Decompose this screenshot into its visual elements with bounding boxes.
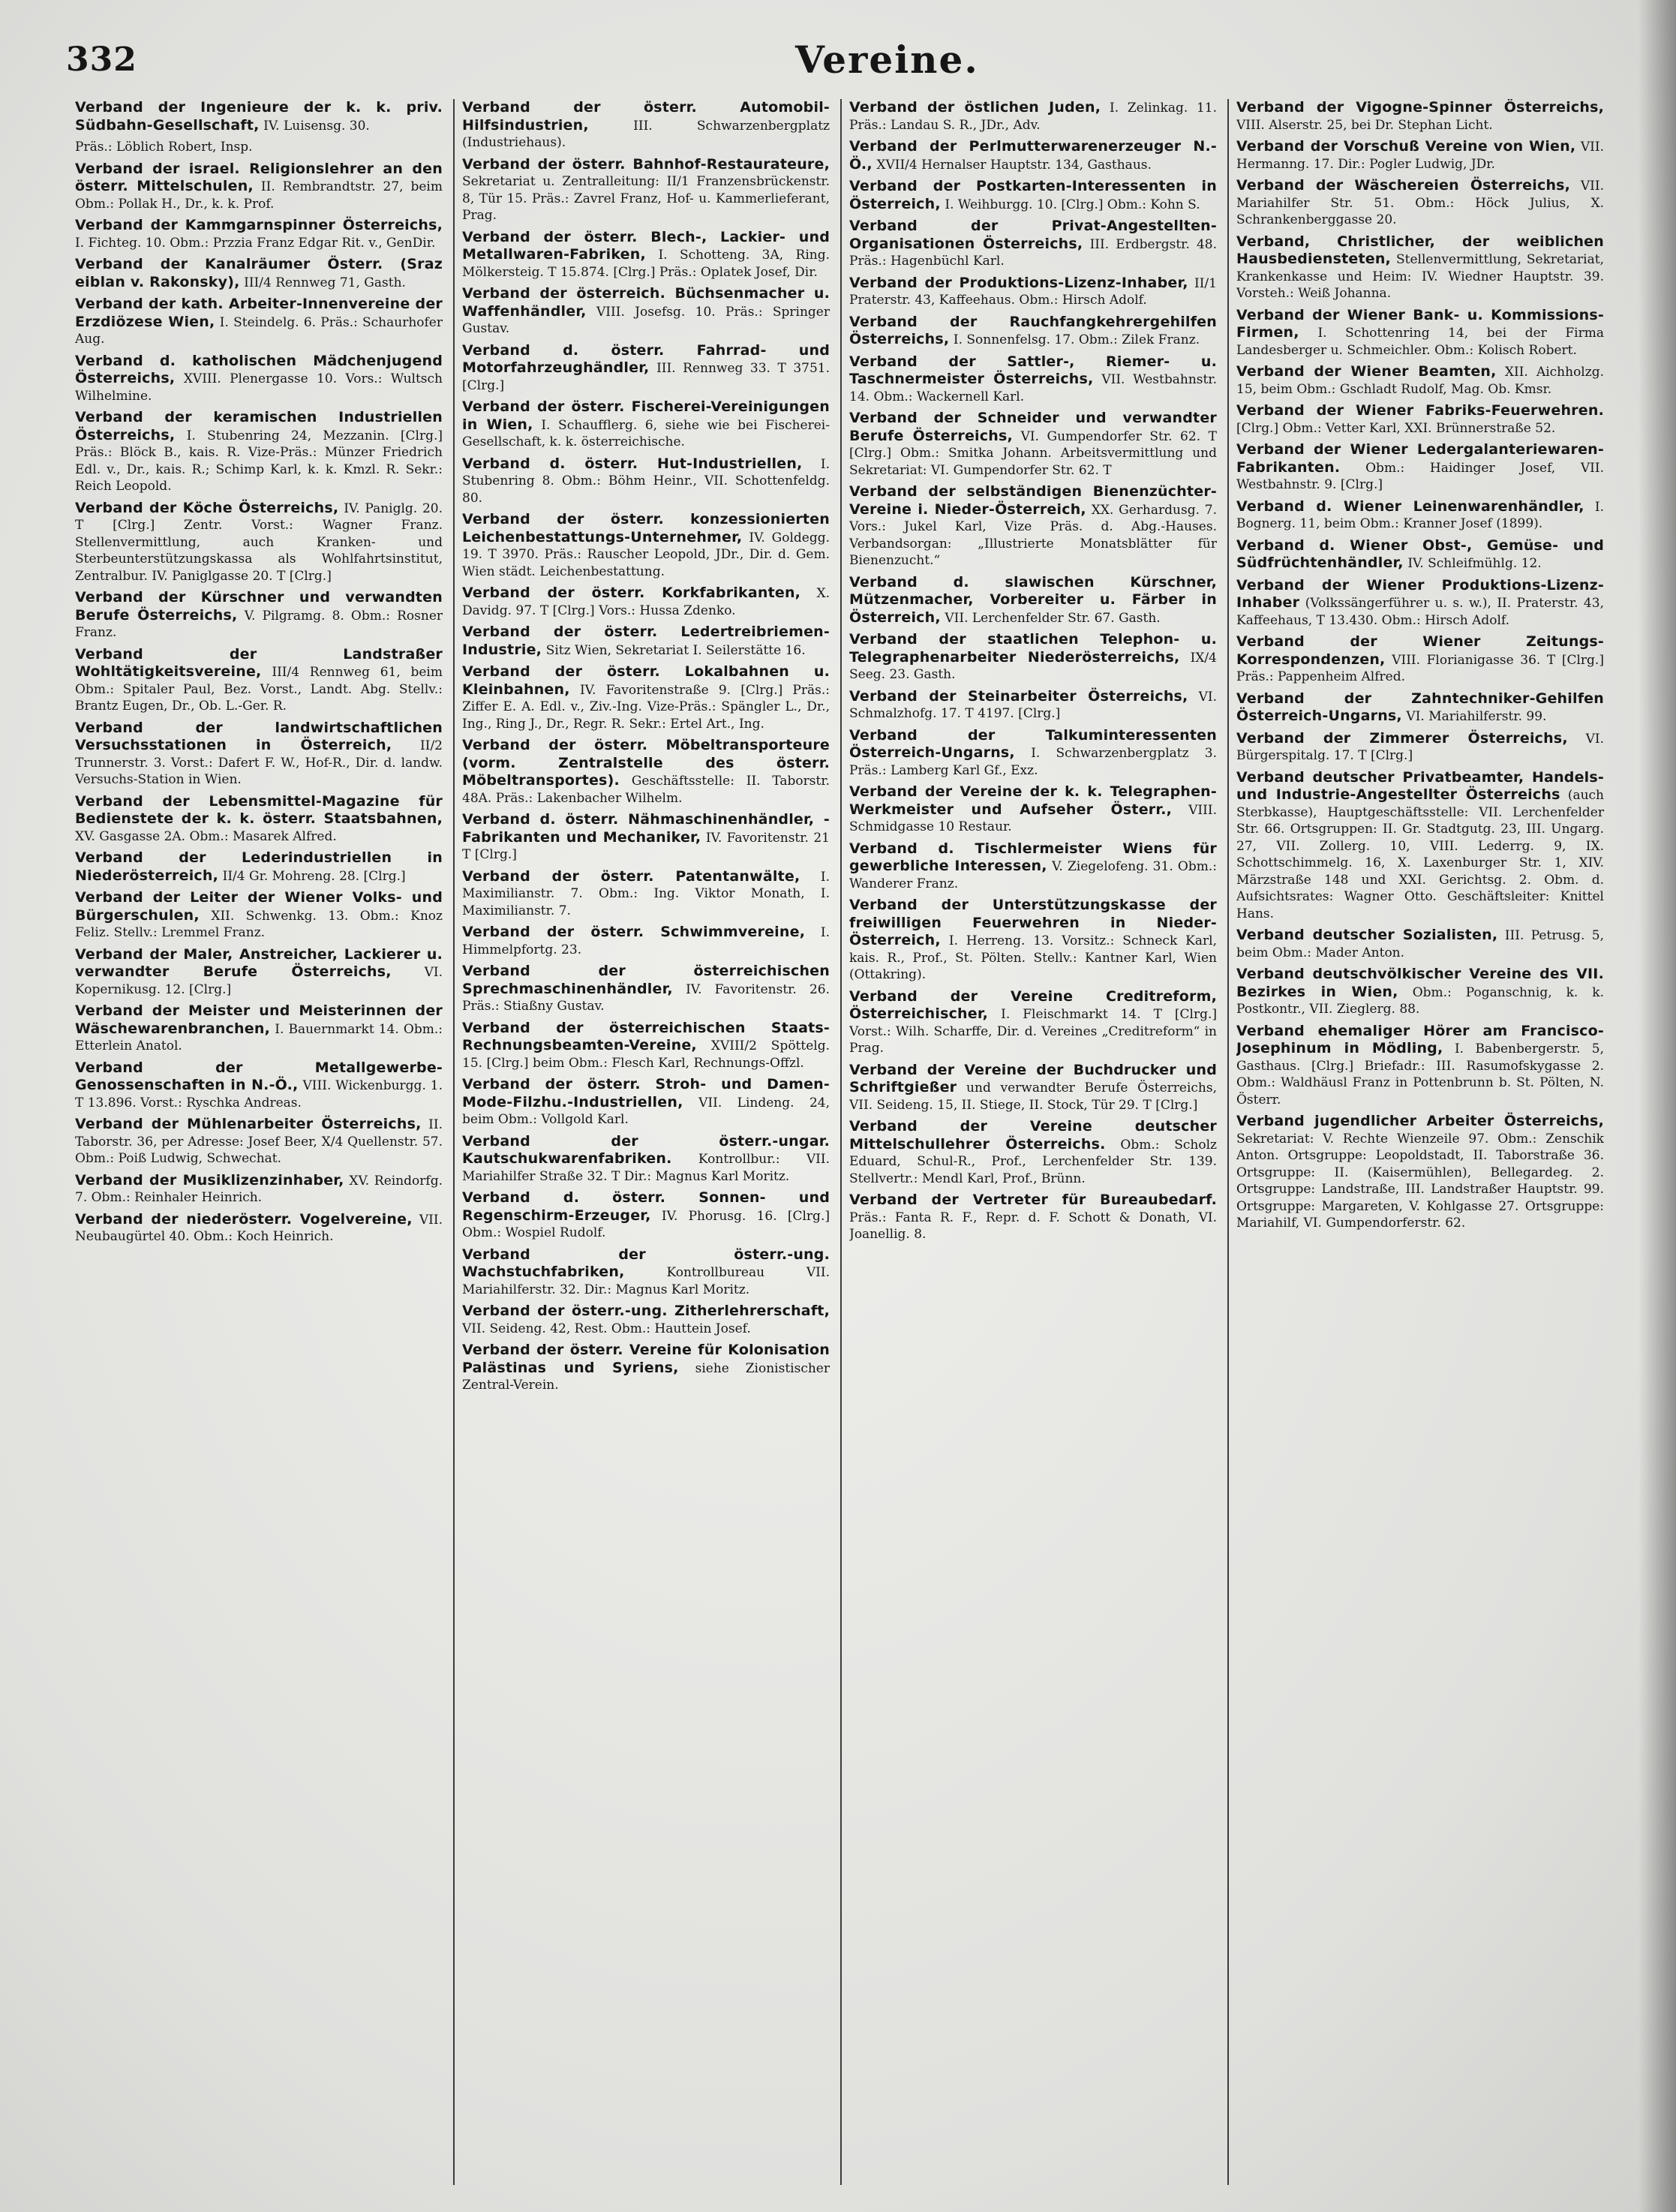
directory-entry [1236, 1023, 1604, 1109]
entry-details: Präs.: Fanta R. F., Repr. d. F. Schott & Donath, VI. Joanellig. 8. [849, 1210, 1217, 1242]
entry-details: VII. Westbahnstr. 14. Obm.: Wackernell Karl. [849, 372, 1217, 404]
entry-details: VI. Bürgerspitalg. 17. T [Clrg.] [1236, 731, 1604, 763]
entry-details: Präs.: Löblich Robert, Insp. [75, 140, 253, 155]
directory-entry [462, 1133, 830, 1186]
entry-details: II. Rembrandtstr. 27, beim Obm.: Pollak H., Dr., k. k. Prof. [75, 179, 443, 212]
entry-name: Verband der Wiener Beamten, [1236, 363, 1497, 380]
directory-entry [849, 138, 1217, 173]
entry-details: Obm.: Haidinger Josef, VII. Westbahnstr. 9. [Clrg.] [1236, 460, 1604, 492]
entry-details: I. Bauernmarkt 14. Obm.: Etterlein Anatol. [75, 1021, 443, 1053]
directory-entry [75, 1211, 443, 1246]
entry-name: Verband der Kanalräumer Österr. (Sraz eiblan v. Rakonsky), [75, 256, 443, 290]
entry-name: Verband d. österr. Fahrrad- und Motorfahrzeughändler, [462, 341, 830, 376]
entry-name: Verband deutscher Privatbeamter, Handels- und Industrie-Angestellter Österreichs [1236, 768, 1604, 803]
entry-details: XVII/4 Hernalser Hauptstr. 134, Gasthaus. [876, 157, 1152, 173]
entry-name: Verband der Köche Österreichs, [75, 499, 339, 516]
entry-name: Verband der österr.-ungar. Kautschukwarenfabriken. [462, 1132, 830, 1167]
entry-details: (Volkssängerführer u. s. w.), II. Praterstr. 43, Kaffeehaus, T 13.430. Obm.: Hirsch Adolf. [1236, 596, 1604, 628]
directory-entry [1236, 138, 1604, 173]
directory-entry [849, 314, 1217, 349]
entry-details: IV. Favoritenstr. 26. Präs.: Stiaßny Gustav. [462, 981, 830, 1014]
directory-entry [1236, 769, 1604, 923]
entry-name: Verband der Wiener Bank- u. Kommissions-Firmen, [1236, 306, 1604, 341]
directory-entry [462, 455, 830, 507]
entry-details: I. Maximilianstr. 7. Obm.: Ing. Viktor Monath, I. Maximilianstr. 7. [462, 869, 830, 918]
directory-entry [849, 897, 1217, 984]
entry-name: Verband der österr. Blech-, Lackier- und Metallwaren-Fabriken, [462, 228, 830, 263]
entry-details: IV. Paniglg. 20. T [Clrg.] Zentr. Vorst.: Wagner Franz. Stellenvermittlung, auch Kranken- und Sterbeunterstützungskassa als Wohlfahrtsinstitut, Zentralbur. IV. Paniglgasse 20. T [Clrg.] [75, 500, 443, 584]
entry-name: Verband der kath. Arbeiter-Innenvereine der Erzdiözese Wien, [75, 296, 443, 330]
entry-details: V. Ziegelofeng. 31. Obm.: Wanderer Franz. [849, 859, 1217, 891]
entry-details: I. Zelinkag. 11. Präs.: Landau S. R., JDr., Adv. [849, 101, 1217, 133]
entry-details: VII. Neubaugürtel 40. Obm.: Koch Heinrich. [75, 1212, 443, 1244]
entry-name: Verband deutscher Sozialisten, [1236, 927, 1498, 943]
entry-name: Verband der österr. Korkfabrikanten, [462, 585, 801, 601]
entry-name: Verband der Perlmutterwarenerzeuger N.-Ö., [849, 138, 1217, 173]
entry-name: Verband der Talkuminteressenten Österreich-Ungarns, [849, 726, 1217, 761]
directory-entry [849, 783, 1217, 836]
entry-details: Kontrollbur.: VII. Mariahilfer Straße 32. T Dir.: Magnus Karl Moritz. [462, 1152, 830, 1184]
directory-entry [1236, 441, 1604, 494]
directory-entry [75, 353, 443, 405]
entry-details: III. Rennweg 33. T 3751. [Clrg.] [462, 361, 830, 393]
entry-name: Verband der staatlichen Telephon- u. Telegraphenarbeiter Niederösterreichs, [849, 631, 1217, 666]
column-3 [849, 99, 1217, 2192]
directory-entry [75, 161, 443, 213]
directory-entry [849, 275, 1217, 309]
entry-name: Verband der Leiter der Wiener Volks- und Bürgerschulen, [75, 889, 443, 924]
entry-name: Verband der israel. Religionslehrer an den österr. Mittelschulen, [75, 160, 443, 194]
entry-details: III/4 Rennweg 71, Gasth. [244, 275, 406, 290]
entry-details: III. Schwarzenbergplatz (Industriehaus). [462, 118, 830, 150]
directory-entry [1236, 537, 1604, 573]
directory-entry [1236, 233, 1604, 302]
entry-details: Sekretariat u. Zentralleitung: II/1 Franzensbrückenstr. 8, Tür 15. Präs.: Zavrel Franz, Hof- u. Kammerlieferant, Prag. [462, 174, 830, 223]
entry-name: Verband der Maler, Anstreicher, Lackierer u. verwandter Berufe Österreichs, [75, 945, 443, 980]
directory-entry [75, 1059, 443, 1112]
directory-entry [849, 178, 1217, 213]
entry-details: III. Petrusg. 5, beim Obm.: Mader Anton. [1236, 928, 1604, 960]
entry-name: Verband jugendlicher Arbeiter Österreichs, [1236, 1113, 1604, 1129]
entry-details: VI. Gumpendorfer Str. 62. T [Clrg.] Obm.: Smitka Johann. Arbeitsvermittlung und Sekretariat: VI. Gumpendorfer Str. 62. T [849, 428, 1217, 478]
page-header [0, 30, 1676, 90]
entry-name: Verband der selbständigen Bienenzüchter-Vereine i. Nieder-Österreich, [849, 483, 1217, 518]
directory-entry [462, 99, 830, 152]
entry-name: Verband ehemaliger Hörer am Francisco-Josephinum in Mödling, [1236, 1022, 1604, 1056]
directory-entry [462, 924, 830, 958]
entry-details: IV. Phorusg. 16. [Clrg.] Obm.: Wospiel Rudolf. [462, 1208, 830, 1240]
entry-name: Verband der österr. Möbeltransporteure (vorm. Zentralstelle des österr. Möbeltransportes). [462, 737, 830, 789]
directory-entry [1236, 577, 1604, 630]
entry-name: Verband d. österr. Nähmaschinenhändler, -Fabrikanten und Mechaniker, [462, 811, 830, 846]
entry-details: III/4 Rennweg 61, beim Obm.: Spitaler Paul, Bez. Vorst., Landt. Abg. Stellv.: Brantz Eugen, Dr., Ob. L.-Ger. R. [75, 665, 443, 714]
entry-details: IV. Luisensg. 30. [263, 118, 370, 134]
directory-entry [849, 410, 1217, 479]
entry-name: Verband der Vertreter für Bureaubedarf. [849, 1192, 1217, 1208]
entry-name: Verband d. Wiener Leinenwarenhändler, [1236, 497, 1584, 515]
directory-entry [849, 727, 1217, 780]
directory-entry [849, 688, 1217, 723]
entry-name: Verband der Sattler-, Riemer- u. Taschnermeister Österreichs, [849, 353, 1217, 387]
directory-entry [75, 500, 443, 585]
entry-name: Verband der Zahntechniker-Gehilfen Österreich-Ungarns, [1236, 690, 1604, 724]
entry-name: Verband der Mühlenarbeiter Österreichs, [75, 1116, 422, 1132]
directory-entry [75, 256, 443, 291]
entry-name: Verband der Wiener Fabriks-Feuerwehren. [1236, 402, 1604, 419]
entry-details: I. Babenbergerstr. 5, Gasthaus. [Clrg.] Briefadr.: III. Rasumofskygasse 2. Obm.: Waldhäusl Franz in Pottenbrunn b. St. Pölten, N. Österr. [1236, 1041, 1604, 1108]
entry-details: VII. Mariahilfer Str. 51. Obm.: Höck Julius, X. Schrankenberggasse 20. [1236, 179, 1604, 227]
entry-name: Verband der landwirtschaftlichen Versuchsstationen in Österreich, [75, 719, 443, 753]
entry-details: VI. Kopernikusg. 12. [Clrg.] [75, 965, 443, 997]
directory-entry [849, 1192, 1217, 1243]
entry-details: I. Steindelg. 6. Präs.: Schaurhofer Aug. [75, 314, 443, 347]
entry-name: Verband der Unterstützungskasse der freiwilligen Feuerwehren in Nieder-Österreich, [849, 897, 1217, 948]
entry-name: Verband d. österr. Hut-Industriellen, [462, 455, 803, 472]
column-rule [1227, 99, 1229, 2185]
entry-name: Verband der Ingenieure der k. k. priv. Südbahn-Gesellschaft, [75, 99, 443, 134]
entry-name: Verband der Metallgewerbe-Genossenschaften in N.-Ö., [75, 1059, 443, 1093]
directory-entry [75, 99, 443, 134]
entry-name: Verband d. Tischlermeister Wiens für gewerbliche Interessen, [849, 840, 1217, 874]
entry-name: Verband der keramischen Industriellen Österreichs, [75, 409, 443, 443]
directory-entry [462, 663, 830, 732]
entry-name: Verband der österr. Automobil-Hilfsindustrien, [462, 99, 830, 134]
entry-details: Geschäftsstelle: II. Taborstr. 48A. Präs.: Lakenbacher Wilhelm. [462, 774, 830, 806]
entry-name: Verband der österr. Lokalbahnen u. Kleinbahnen, [462, 663, 830, 698]
entry-details: (auch Sterbkasse), Hauptgeschäftsstelle: VII. Lerchenfelder Str. 66. Ortsgruppen: II. Gr. Stadtgutg. 23, III. Ungarg. 27, VII. Zollerg. 10, VIII. Lederrg. 9, IX. Schottschimmelg. 16, X. Laxenburger Str. 1, XIV. Märzstraße 148 und XXI. Gerichtsg. 2. Obm. d. Aufsichtsrates: Wagner Otto. Geschäftsleiter: Knittel Hans. [1236, 788, 1604, 921]
directory-entry [1236, 498, 1604, 533]
column-2 [462, 99, 830, 2192]
directory-entry [849, 218, 1217, 270]
directory-entry [849, 988, 1217, 1057]
entry-name: Verband der Privat-Angestellten-Organisationen Österreichs, [849, 218, 1217, 252]
directory-entry [75, 646, 443, 715]
entry-details: VIII. Wickenburgg. 1. T 13.896. Vorst.: Ryschka Andreas. [75, 1078, 443, 1111]
entry-name: Verband der Wiener Ledergalanteriewaren-Fabrikanten. [1236, 441, 1604, 476]
directory-entry [75, 1172, 443, 1207]
entry-details: V. Pilgramg. 8. Obm.: Rosner Franz. [75, 608, 443, 640]
directory-entry [75, 849, 443, 885]
entry-details: VIII. Schmidgasse 10 Restaur. [849, 802, 1217, 834]
directory-entry [1236, 1113, 1604, 1232]
directory-entry [462, 811, 830, 864]
entry-details: I. Fleischmarkt 14. T [Clrg.] Vorst.: Wilh. Scharffe, Dir. d. Vereines „Creditreform“ in Prag. [849, 1007, 1217, 1056]
entry-name: Verband der Schneider und verwandter Berufe Österreichs, [849, 410, 1217, 444]
entry-name: Verband d. Wiener Obst-, Gemüse- und Südfrüchtenhändler, [1236, 536, 1604, 571]
directory-entry [75, 720, 443, 789]
directory-entry [849, 574, 1217, 627]
entry-name: Verband der östlichen Juden, [849, 99, 1101, 116]
entry-details: Sekretariat: V. Rechte Wienzeile 97. Obm.: Zenschik Anton. Ortsgruppe: Leopoldstadt, II. Taborstraße 36. Ortsgruppe: II. (Kaisermühlen), Bellegardeg. 2. Ortsgruppe: Landstraße, III. Landstraßer Hauptstr. 99. Ortsgruppe: Margareten, V. Kohlgasse 27. Ortsgruppe: Mariahilf, VI. Gumpendorferstr. 62. [1236, 1131, 1604, 1231]
entry-details: VII. Seideng. 42, Rest. Obm.: Hauttein Josef. [462, 1321, 751, 1336]
directory-entry [1236, 307, 1604, 359]
page-edge-shadow [1638, 0, 1676, 2212]
entry-details: I. Schaufflerg. 6, siehe wie bei Fischerei-Gesellschaft, k. k. österreichische. [462, 417, 830, 449]
entry-details: II/1 Praterstr. 43, Kaffeehaus. Obm.: Hirsch Adolf. [849, 275, 1217, 308]
directory-entry [1236, 690, 1604, 726]
directory-entry [1236, 927, 1604, 961]
entry-name: Verband der Rauchfangkehrergehilfen Österreichs, [849, 313, 1217, 347]
entry-details: XVIII/2 Spöttelg. 15. [Clrg.] beim Obm.: Flesch Karl, Rechnungs-Offzl. [462, 1038, 830, 1071]
directory-entry [1236, 99, 1604, 134]
directory-entry [462, 229, 830, 281]
entry-name: Verband der Wiener Produktions-Lizenz-Inhaber [1236, 576, 1604, 611]
entry-name: Verband, Christlicher, der weiblichen Hausbediensteten, [1236, 233, 1604, 267]
entry-details: Obm.: Scholz Eduard, Schul-R., Prof., Lerchenfelder Str. 139. Stellvertr.: Mendl Karl, Prof., Brünn. [849, 1137, 1217, 1186]
entry-name: Verband d. slawischen Kürschner, Mützenmacher, Vorbereiter u. Färber in Österreich, [849, 573, 1217, 626]
entry-details: Stellenvermittlung, Sekretariat, Krankenkasse und Heim: IV. Wiedner Hauptstr. 39. Vorsteh.: Weiß Johanna. [1236, 252, 1604, 301]
entry-name: Verband der österr. Fischerei-Vereinigungen in Wien, [462, 398, 830, 433]
entry-details: I. Himmelpfortg. 23. [462, 925, 830, 957]
entry-details: Kontrollbureau VII. Mariahilferstr. 32. Dir.: Magnus Karl Moritz. [462, 1265, 830, 1297]
directory-entry [75, 1116, 443, 1168]
entry-details: XX. Gerhardusg. 7. Vors.: Jukel Karl, Vize Präs. d. Abg.-Hauses. Verbandsorgan: „Illustrierte Monatsblätter für Bienenzucht.“ [849, 502, 1217, 568]
entry-name: Verband der österr. Stroh- und Damen-Mode-Filzhu.-Industriellen, [462, 1076, 830, 1111]
entry-details: VII. Lindeng. 24, beim Obm.: Vollgold Karl. [462, 1095, 830, 1127]
directory-entry [75, 217, 443, 251]
entry-name: Verband der Produktions-Lizenz-Inhaber, [849, 274, 1188, 291]
directory-entry [462, 156, 830, 224]
entry-details: Obm.: Poganschnig, k. k. Postkontr., VII. Zieglerg. 88. [1236, 984, 1604, 1017]
entry-details: [Clrg.] Obm.: Vetter Karl, XXI. Brünnerstraße 52. [1236, 420, 1556, 436]
directory-entry [75, 296, 443, 348]
directory-entry [849, 1062, 1217, 1114]
entry-details: VIII. Florianigasse 36. T [Clrg.] Präs.: Pappenheim Alfred. [1236, 652, 1604, 684]
entry-name: Verband der österr. Schwimmvereine, [462, 924, 806, 940]
entry-name: Verband der niederösterr. Vogelvereine, [75, 1210, 413, 1228]
directory-entry [1236, 402, 1604, 437]
entry-details: VIII. Alserstr. 25, bei Dr. Stephan Licht. [1236, 117, 1493, 133]
entry-details: I. Schwarzenbergplatz 3. Präs.: Lamberg Karl Gf., Exz. [849, 746, 1217, 778]
entry-name: Verband der Vorschuß Vereine von Wien, [1236, 138, 1576, 155]
entry-details: VIII. Josefsg. 10. Präs.: Springer Gustav. [462, 304, 830, 336]
directory-entry [462, 624, 830, 659]
entry-name: Verband der Wiener Zeitungs-Korrespondenzen, [1236, 633, 1604, 668]
entry-details: II. Taborstr. 36, per Adresse: Josef Beer, X/4 Quellenstr. 57. Obm.: Poiß Ludwig, Schwechat. [75, 1117, 443, 1166]
entry-details: VII. Lerchenfelder Str. 67. Gasth. [945, 610, 1161, 626]
entry-details: I. Fichteg. 10. Obm.: Przzia Franz Edgar Rit. v., GenDir. [75, 235, 436, 251]
entry-details: XV. Gasgasse 2A. Obm.: Masarek Alfred. [75, 828, 337, 844]
entry-details: I. Sonnenfelsg. 17. Obm.: Zilek Franz. [953, 332, 1200, 347]
entry-details: VI. Schmalzhofg. 17. T 4197. [Clrg.] [849, 689, 1217, 721]
entry-name: Verband der österr. Vereine für Kolonisation Palästinas und Syriens, [462, 1342, 830, 1376]
directory-entry [75, 793, 443, 846]
entry-details: VII. Hermanng. 17. Dir.: Pogler Ludwig, JDr. [1236, 140, 1604, 172]
entry-name: Verband der Vigogne-Spinner Österreichs, [1236, 99, 1604, 116]
directory-entry [462, 511, 830, 580]
entry-details: XII. Schwenkg. 13. Obm.: Knoz Feliz. Stellv.: Lremmel Franz. [75, 908, 443, 940]
entry-details: VI. Mariahilferstr. 99. [1406, 709, 1547, 724]
entry-details: IV. Favoritenstr. 21 T [Clrg.] [462, 830, 830, 862]
entry-name: Verband der Kammgarnspinner Österreichs, [75, 217, 443, 233]
directory-entry [462, 1020, 830, 1072]
directory-entry [1236, 633, 1604, 686]
entry-details: XV. Reindorfg. 7. Obm.: Reinhaler Heinrich. [75, 1173, 443, 1205]
directory-entry [1236, 363, 1604, 398]
directory-entry [75, 589, 443, 642]
entry-details: II/2 Trunnerstr. 3. Vorst.: Dafert F. W., Hof-R., Dir. d. landw. Versuchs-Station in Wien. [75, 738, 443, 787]
entry-name: Verband der österr. Bahnhof-Restaurateure, [462, 155, 830, 173]
entry-details: XII. Aichholzg. 15, beim Obm.: Gschladt Rudolf, Mag. Ob. Kmsr. [1236, 365, 1604, 397]
entry-name: Verband der Postkarten-Interessenten in Österreich, [849, 178, 1217, 212]
entry-name: Verband der Vereine Creditreform, Österreichischer, [849, 987, 1217, 1022]
directory-entry [849, 631, 1217, 684]
entry-details: XVIII. Plenergasse 10. Vors.: Wultsch Wilhelmine. [75, 371, 443, 404]
directory-entry [75, 889, 443, 942]
directory-entry [1236, 730, 1604, 765]
entry-details: III. Erdbergstr. 48. Präs.: Hagenbüchl Karl. [849, 236, 1217, 269]
entry-name: Verband der österr.-ung. Wachstuchfabriken, [462, 1246, 830, 1280]
entry-name: Verband der Lebensmittel-Magazine für Bedienstete der k. k. österr. Staatsbahnen, [75, 792, 443, 827]
directory-entry [462, 737, 830, 807]
entry-name: Verband d. katholischen Mädchenjugend Österreichs, [75, 352, 443, 386]
directory-entry [462, 1189, 830, 1242]
entry-details: I. Herreng. 13. Vorsitz.: Schneck Karl, kais. R., Prof., St. Pölten. Stellv.: Kantner Karl, Wien (Ottakring). [849, 933, 1217, 982]
directory-entry [462, 1246, 830, 1299]
entry-details: I. Schottenring 14, bei der Firma Landesberger u. Schmeichler. Obm.: Kolisch Robert. [1236, 326, 1604, 358]
entry-name: Verband der Vereine der k. k. Telegraphen-Werkmeister und Aufseher Österr., [849, 783, 1217, 818]
entry-name: Verband der Meister und Meisterinnen der Wäschewarenbranchen, [75, 1002, 443, 1037]
entry-name: Verband der österreichischen Staats-Rechnungsbeamten-Vereine, [462, 1019, 830, 1053]
entry-name: Verband d. österr. Sonnen- und Regenschirm-Erzeuger, [462, 1189, 830, 1224]
column-rule [840, 99, 842, 2185]
entry-name: Verband der österr. konzessionierten Leichenbestattungs-Unternehmer, [462, 511, 830, 545]
directory-entry [849, 1118, 1217, 1187]
column-rule [453, 99, 455, 2185]
entry-details: I. Schotteng. 3A, Ring. Mölkersteig. T 15.874. [Clrg.] Präs.: Oplatek Josef, Dir. [462, 248, 830, 280]
directory-entry [462, 342, 830, 395]
entry-details: I. Weihburgg. 10. [Clrg.] Obm.: Kohn S. [945, 197, 1200, 212]
entry-details: I. Stubenring 24, Mezzanin. [Clrg.] Präs.: Blöck B., kais. R. Vize-Präs.: Münzer Friedrich Edl. v., Dr., kais. R.; Schimp Karl, k. k. Kmzl. R. Sekr.: Reich Leopold. [75, 428, 443, 494]
entry-name: Verband deutschvölkischer Vereine des VII. Bezirkes in Wien, [1236, 966, 1604, 1000]
entry-name: Verband der österreich. Büchsenmacher u. Waffenhändler, [462, 285, 830, 320]
entry-name: Verband der Steinarbeiter Österreichs, [849, 687, 1188, 705]
entry-name: Verband der österr. Patentanwälte, [462, 867, 800, 885]
entry-details: IX/4 Seeg. 23. Gasth. [849, 650, 1217, 682]
entry-details: I. Bognerg. 11, beim Obm.: Kranner Josef (1899). [1236, 499, 1604, 531]
entry-name: Verband der Lederindustriellen in Niederösterreich, [75, 849, 443, 884]
entry-details: IV. Favoritenstraße 9. [Clrg.] Präs.: Ziffer E. A. Edl. v., Ziv.-Ing. Vize-Präs.: Spängler L., Dr., Ing., Ring J., Dr., Regr. R. Sekr.: Ertel Art., Ing. [462, 682, 830, 732]
directory-entry [462, 963, 830, 1015]
directory-entry [75, 139, 443, 156]
entry-name: Verband der österr.-ung. Zitherlehrerschaft, [462, 1303, 830, 1319]
column-1 [75, 99, 443, 2192]
entry-details: Sitz Wien, Sekretariat I. Seilerstätte 16. [545, 642, 806, 658]
directory-entry [462, 1076, 830, 1129]
running-title: Vereine. [795, 38, 979, 82]
entry-name: Verband der Wäschereien Österreichs, [1236, 177, 1571, 194]
directory-entry [849, 99, 1217, 134]
entry-details: IV. Schleifmühlg. 12. [1407, 556, 1542, 571]
directory-entry [849, 353, 1217, 406]
directory-entry [462, 868, 830, 920]
directory-entry [462, 585, 830, 619]
entry-details: I. Stubenring 8. Obm.: Böhm Heinr., VII. Schottenfeldg. 80. [462, 456, 830, 506]
directory-entry [1236, 177, 1604, 229]
directory-entry [462, 285, 830, 338]
entry-name: Verband der Musiklizenzinhaber, [75, 1171, 344, 1189]
directory-entry [75, 409, 443, 495]
entry-details: IV. Goldegg. 19. T 3970. Präs.: Rauscher Leopold, JDr., Dir. d. Gem. Wien städt. Leichenbestattung. [462, 530, 830, 579]
directory-entry [75, 1002, 443, 1055]
directory-entry [462, 1342, 830, 1394]
directory-entry [75, 946, 443, 999]
column-4 [1236, 99, 1604, 2192]
page-number: 332 [66, 41, 137, 79]
entry-details: II/4 Gr. Mohreng. 28. [Clrg.] [222, 868, 406, 884]
directory-entry [849, 483, 1217, 570]
entry-name: Verband der österr. Ledertreibriemen-Industrie, [462, 624, 830, 658]
entry-name: Verband der Kürschner und verwandten Berufe Österreichs, [75, 589, 443, 624]
directory-entry [1236, 966, 1604, 1018]
entry-name: Verband der Landstraßer Wohltätigkeitsvereine, [75, 645, 443, 680]
directory-entry [462, 398, 830, 451]
entry-name: Verband der Zimmerer Österreichs, [1236, 729, 1568, 747]
entry-name: Verband der Vereine der Buchdrucker und Schriftgießer [849, 1061, 1217, 1095]
entry-details: X. Davidg. 97. T [Clrg.] Vors.: Hussa Zdenko. [462, 586, 830, 618]
entry-details: und verwandter Berufe Österreichs, VII. Seideng. 15, II. Stiege, II. Stock, Tür 29. T [Clrg.] [849, 1080, 1217, 1113]
entry-details: siehe Zionistischer Zentral-Verein. [462, 1360, 830, 1393]
entry-name: Verband der österreichischen Sprechmaschinenhändler, [462, 963, 830, 997]
entry-name: Verband der Vereine deutscher Mittelschullehrer Österreichs. [849, 1118, 1217, 1153]
directory-entry [849, 840, 1217, 893]
directory-entry [462, 1303, 830, 1337]
